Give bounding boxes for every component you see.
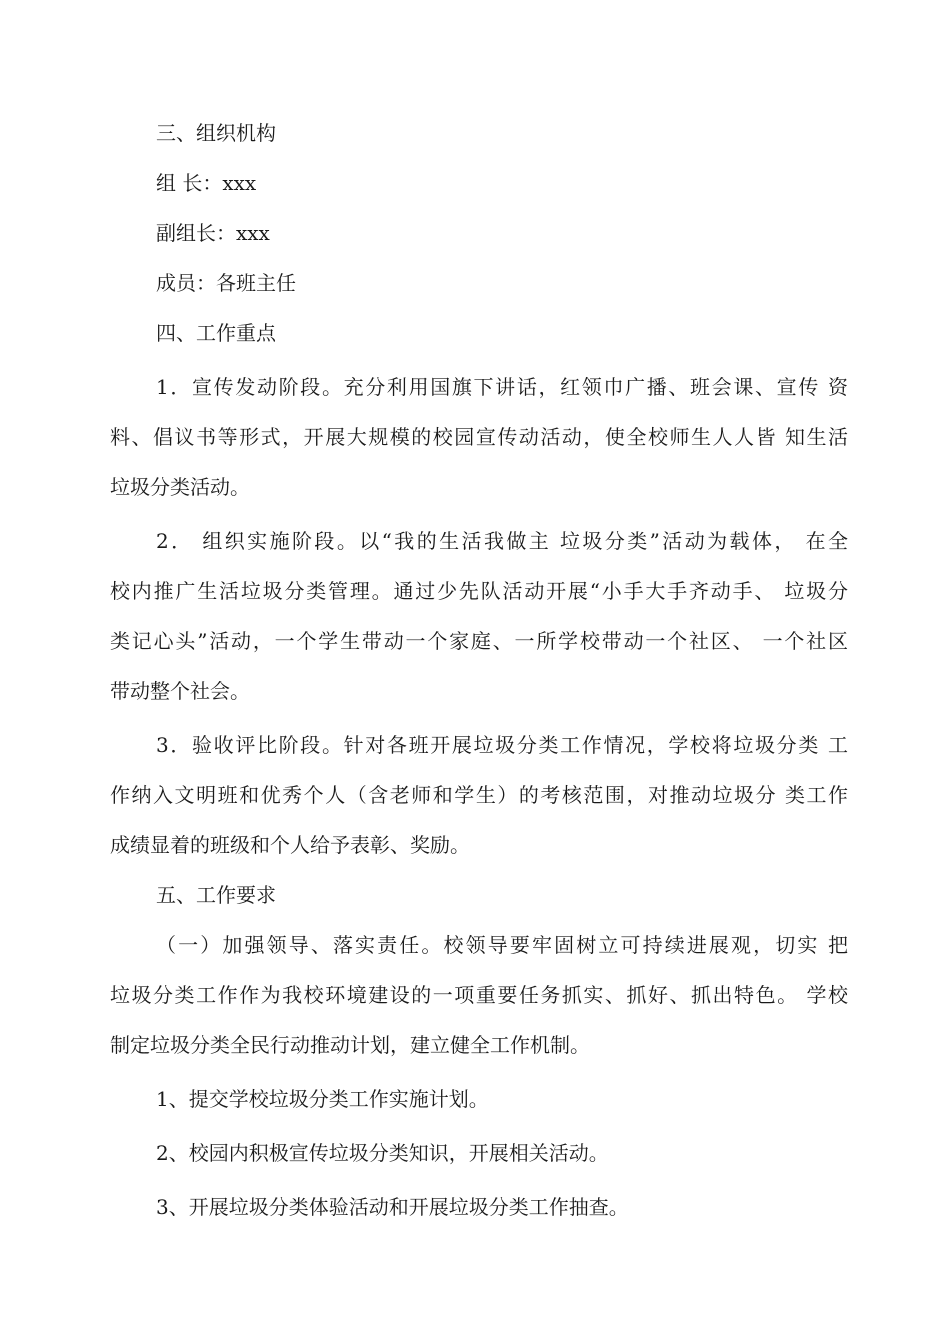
section-heading-organization: 三、组织机构: [156, 121, 276, 145]
document-page: [110, 108, 848, 1232]
list-item: 3、开展垃圾分类体验活动和开展垃圾分类工作抽查。: [156, 1195, 629, 1219]
paragraph-row: 校内推广生活垃圾分类管理。通过少先队活动开展“小手大手齐动手、 垃圾分: [110, 579, 848, 603]
section-heading-work-focus: 四、工作重点: [156, 321, 276, 345]
paragraph-row: 3．验收评比阶段。针对各班开展垃圾分类工作情况，学校将垃圾分类 工: [156, 733, 848, 757]
list-item: 1、提交学校垃圾分类工作实施计划。: [156, 1087, 489, 1111]
paragraph-row: 成绩显着的班级和个人给予表彰、奖励。: [110, 833, 470, 857]
section-heading-work-requirements: 五、工作要求: [156, 883, 276, 907]
paragraph-row: 制定垃圾分类全民行动推动计划，建立健全工作机制。: [110, 1033, 590, 1057]
work-focus-item-1: [110, 362, 848, 512]
paragraph-row: 垃圾分类活动。: [110, 475, 250, 499]
paragraph-row: 垃圾分类工作作为我校环境建设的一项重要任务抓实、抓好、抓出特色。 学校: [110, 983, 848, 1007]
paragraph-row: （一）加强领导、落实责任。校领导要牢固树立可持续进展观，切实 把: [156, 933, 848, 957]
deputy-leader-line: 副组长：xxx: [156, 221, 270, 245]
members-line: 成员：各班主任: [156, 271, 296, 295]
work-focus-item-2: [110, 516, 848, 716]
paragraph-row: 带动整个社会。: [110, 679, 250, 703]
paragraph-row: 1．宣传发动阶段。充分利用国旗下讲话，红领巾广播、班会课、宣传 资: [156, 375, 848, 399]
paragraph-row: 类记心头”活动，一个学生带动一个家庭、一所学校带动一个社区、 一个社区: [110, 629, 848, 653]
list-item: 2、校园内积极宣传垃圾分类知识，开展相关活动。: [156, 1141, 609, 1165]
work-focus-item-3: [110, 720, 848, 870]
paragraph-row: 料、倡议书等形式，开展大规模的校园宣传动活动，使全校师生人人皆 知生活: [110, 425, 848, 449]
leader-line: 组 长：xxx: [156, 171, 257, 195]
paragraph-row: 作纳入文明班和优秀个人（含老师和学生）的考核范围，对推动垃圾分 类工作: [110, 783, 848, 807]
paragraph-row: 2． 组织实施阶段。以“我的生活我做主 垃圾分类”活动为载体， 在全: [156, 529, 848, 553]
requirement-1: [110, 920, 848, 1070]
